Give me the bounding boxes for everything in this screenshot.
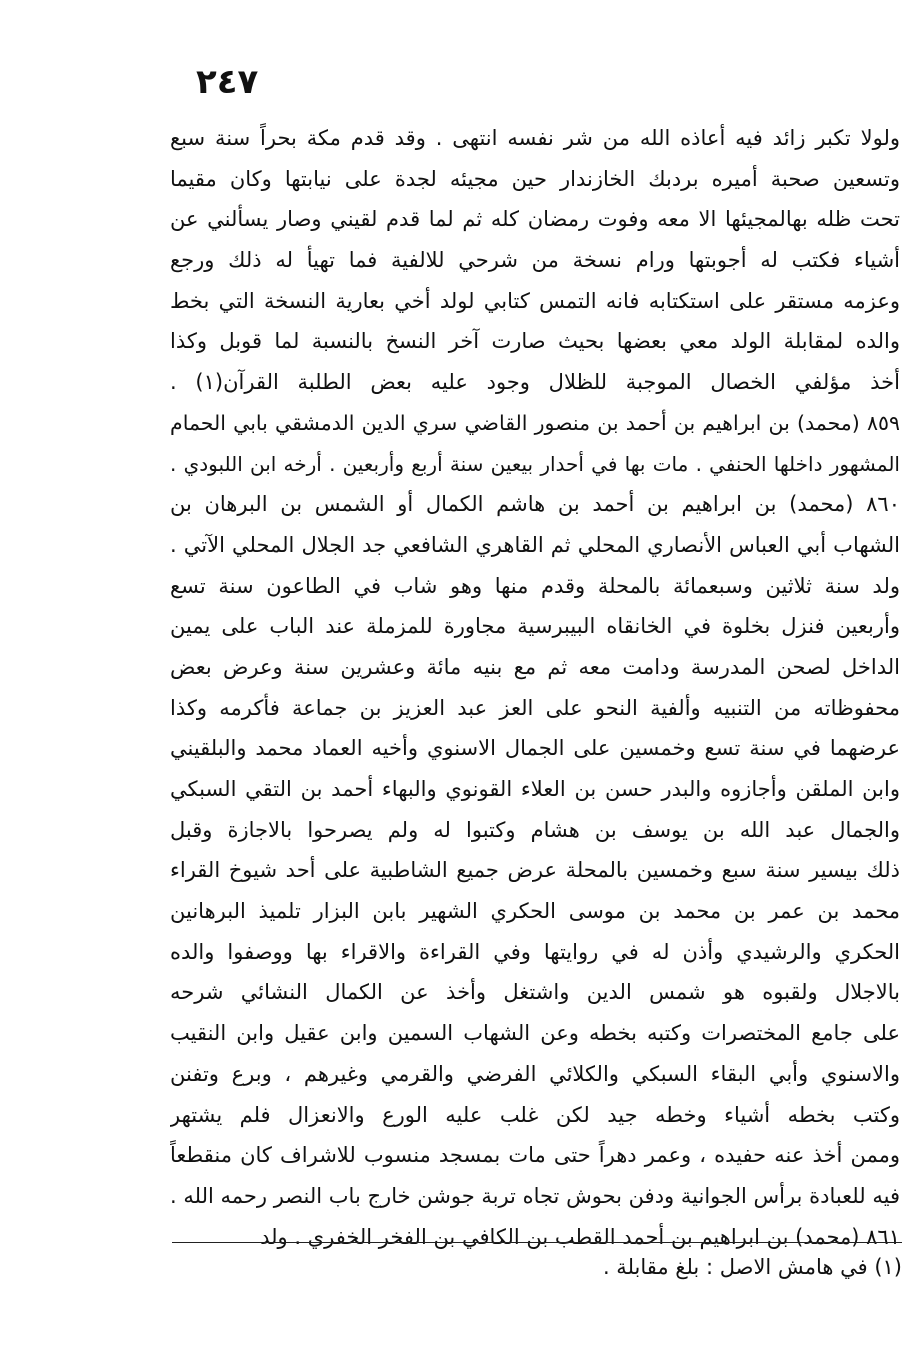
text-line: أخذ مؤلفي الخصال الموجبة للظلال وجود عليه بعض الطلبة القرآن(١) . xyxy=(170,370,900,395)
text-line: ٨٦١ (محمد) بن ابراهيم بن أحمد القطب بن الكافي بن الفخر الخفري . ولد xyxy=(260,1224,900,1249)
text-line: وعزمه مستقر على استكتابه فانه التمس كتابي لولد أخي بعارية النسخة التي بخط xyxy=(170,288,900,313)
text-line: الداخل لصحن المدرسة ودامت معه ثم مع بنيه مائة وعشرين سنة وعرض بعض xyxy=(170,654,900,679)
text-line: على جامع المختصرات وكتبه بخطه وعن الشهاب السمين وابن عقيل وابن النقيب xyxy=(170,1021,900,1046)
text-line: محفوظاته من التنبيه وألفية النحو على العز عبد العزيز بن جماعة فأكرمه وكذا xyxy=(170,695,900,720)
footnote: (١) في هامش الاصل : بلغ مقابلة . xyxy=(602,1255,902,1279)
body-text xyxy=(170,118,900,1257)
text-line: عرضهما في سنة تسع وخمسين على الجمال الاسنوي وأخيه العماد محمد والبلقيني xyxy=(170,736,900,761)
text-line: ٨٥٩ (محمد) بن ابراهيم بن أحمد بن منصور القاضي سري الدين الدمشقي بابي الحمام xyxy=(170,410,900,435)
text-line: وابن الملقن وأجازوه والبدر حسن بن العلاء القونوي والبهاء أحمد بن التقي السبكي xyxy=(170,777,900,801)
text-line: فيه للعبادة برأس الجوانية ودفن بحوش تجاه تربة جوشن خارج باب النصر رحمه الله . xyxy=(170,1183,900,1208)
text-line: وتسعين صحبة أميره بردبك الخازندار حين مجيئه لجدة على نيابتها وكان مقيما xyxy=(170,166,900,191)
text-line: تحت ظله بهالمجيئها الا معه وفوت رمضان كله ثم لما قدم لقيني وصار يسألني عن xyxy=(170,207,900,232)
text-line: ولولا تكبر زائد فيه أعاذه الله من شر نفسه انتهى . وقد قدم مكة بحراً سنة سبع xyxy=(170,126,900,150)
text-line: وممن أخذ عنه حفيده ، وعمر دهراً حتى مات بمسجد منسوب للاشراف كان منقطعاً xyxy=(170,1143,900,1168)
text-line: المشهور داخلها الحنفي . مات بها في أحدار بيعين سنة أربع وأربعين . أرخه ابن اللبودي . xyxy=(170,451,900,476)
text-line: محمد بن عمر بن محمد بن موسى الحكري الشهير بابن البزار تلميذ البرهانين xyxy=(170,899,900,924)
text-line: ولد سنة ثلاثين وسبعمائة بالمحلة وقدم منها وهو شاب في الطاعون سنة تسع xyxy=(170,573,900,598)
text-line: وأربعين فنزل بخلوة في الخانقاه البيبرسية مجاورة للمزملة عند الباب على يمين xyxy=(170,614,900,639)
text-line: ٨٦٠ (محمد) بن ابراهيم بن أحمد بن هاشم الكمال أو الشمس بن البرهان بن xyxy=(170,492,900,517)
text-line: بالاجلال ولقبوه هو شمس الدين واشتغل وأخذ عن الكمال النشائي شرحه xyxy=(170,980,900,1005)
text-line: ذلك بيسير سنة سبع وخمسين بالمحلة عرض جميع الشاطبية على أحد شيوخ القراء xyxy=(170,858,900,883)
text-line: الشهاب أبي العباس الأنصاري المحلي ثم القاهري الشافعي جد الجلال المحلي الآتي . xyxy=(170,532,900,557)
text-line: الحكري والرشيدي وأذن له في روايتها وفي القراءة والاقراء بها ووصفوا والده xyxy=(170,939,900,964)
text-line: وكتب بخطه أشياء وخطه جيد لكن غلب عليه الورع والانعزال فلم يشتهر xyxy=(170,1102,900,1127)
text-line: والاسنوي وأبي البقاء السبكي والكلائي الفرضي والقرمي وغيرهم ، وبرع وتفنن xyxy=(170,1061,900,1086)
text-line: أشياء فكتب له أجوبتها ورام نسخة من شرحي للالفية فما تهيأ له ذلك ورجع xyxy=(170,248,900,273)
text-line: والده لمقابلة الولد معي بعضها بحيث صارت آخر النسخ بالنسبة لما قوبل وكذا xyxy=(170,329,900,354)
text-line: والجمال عبد الله بن يوسف بن هشام وكتبوا له ولم يصرحوا بالاجازة وقبل xyxy=(170,817,900,842)
page-number: ٢٤٧ xyxy=(196,62,259,102)
footnote-divider xyxy=(172,1242,902,1243)
